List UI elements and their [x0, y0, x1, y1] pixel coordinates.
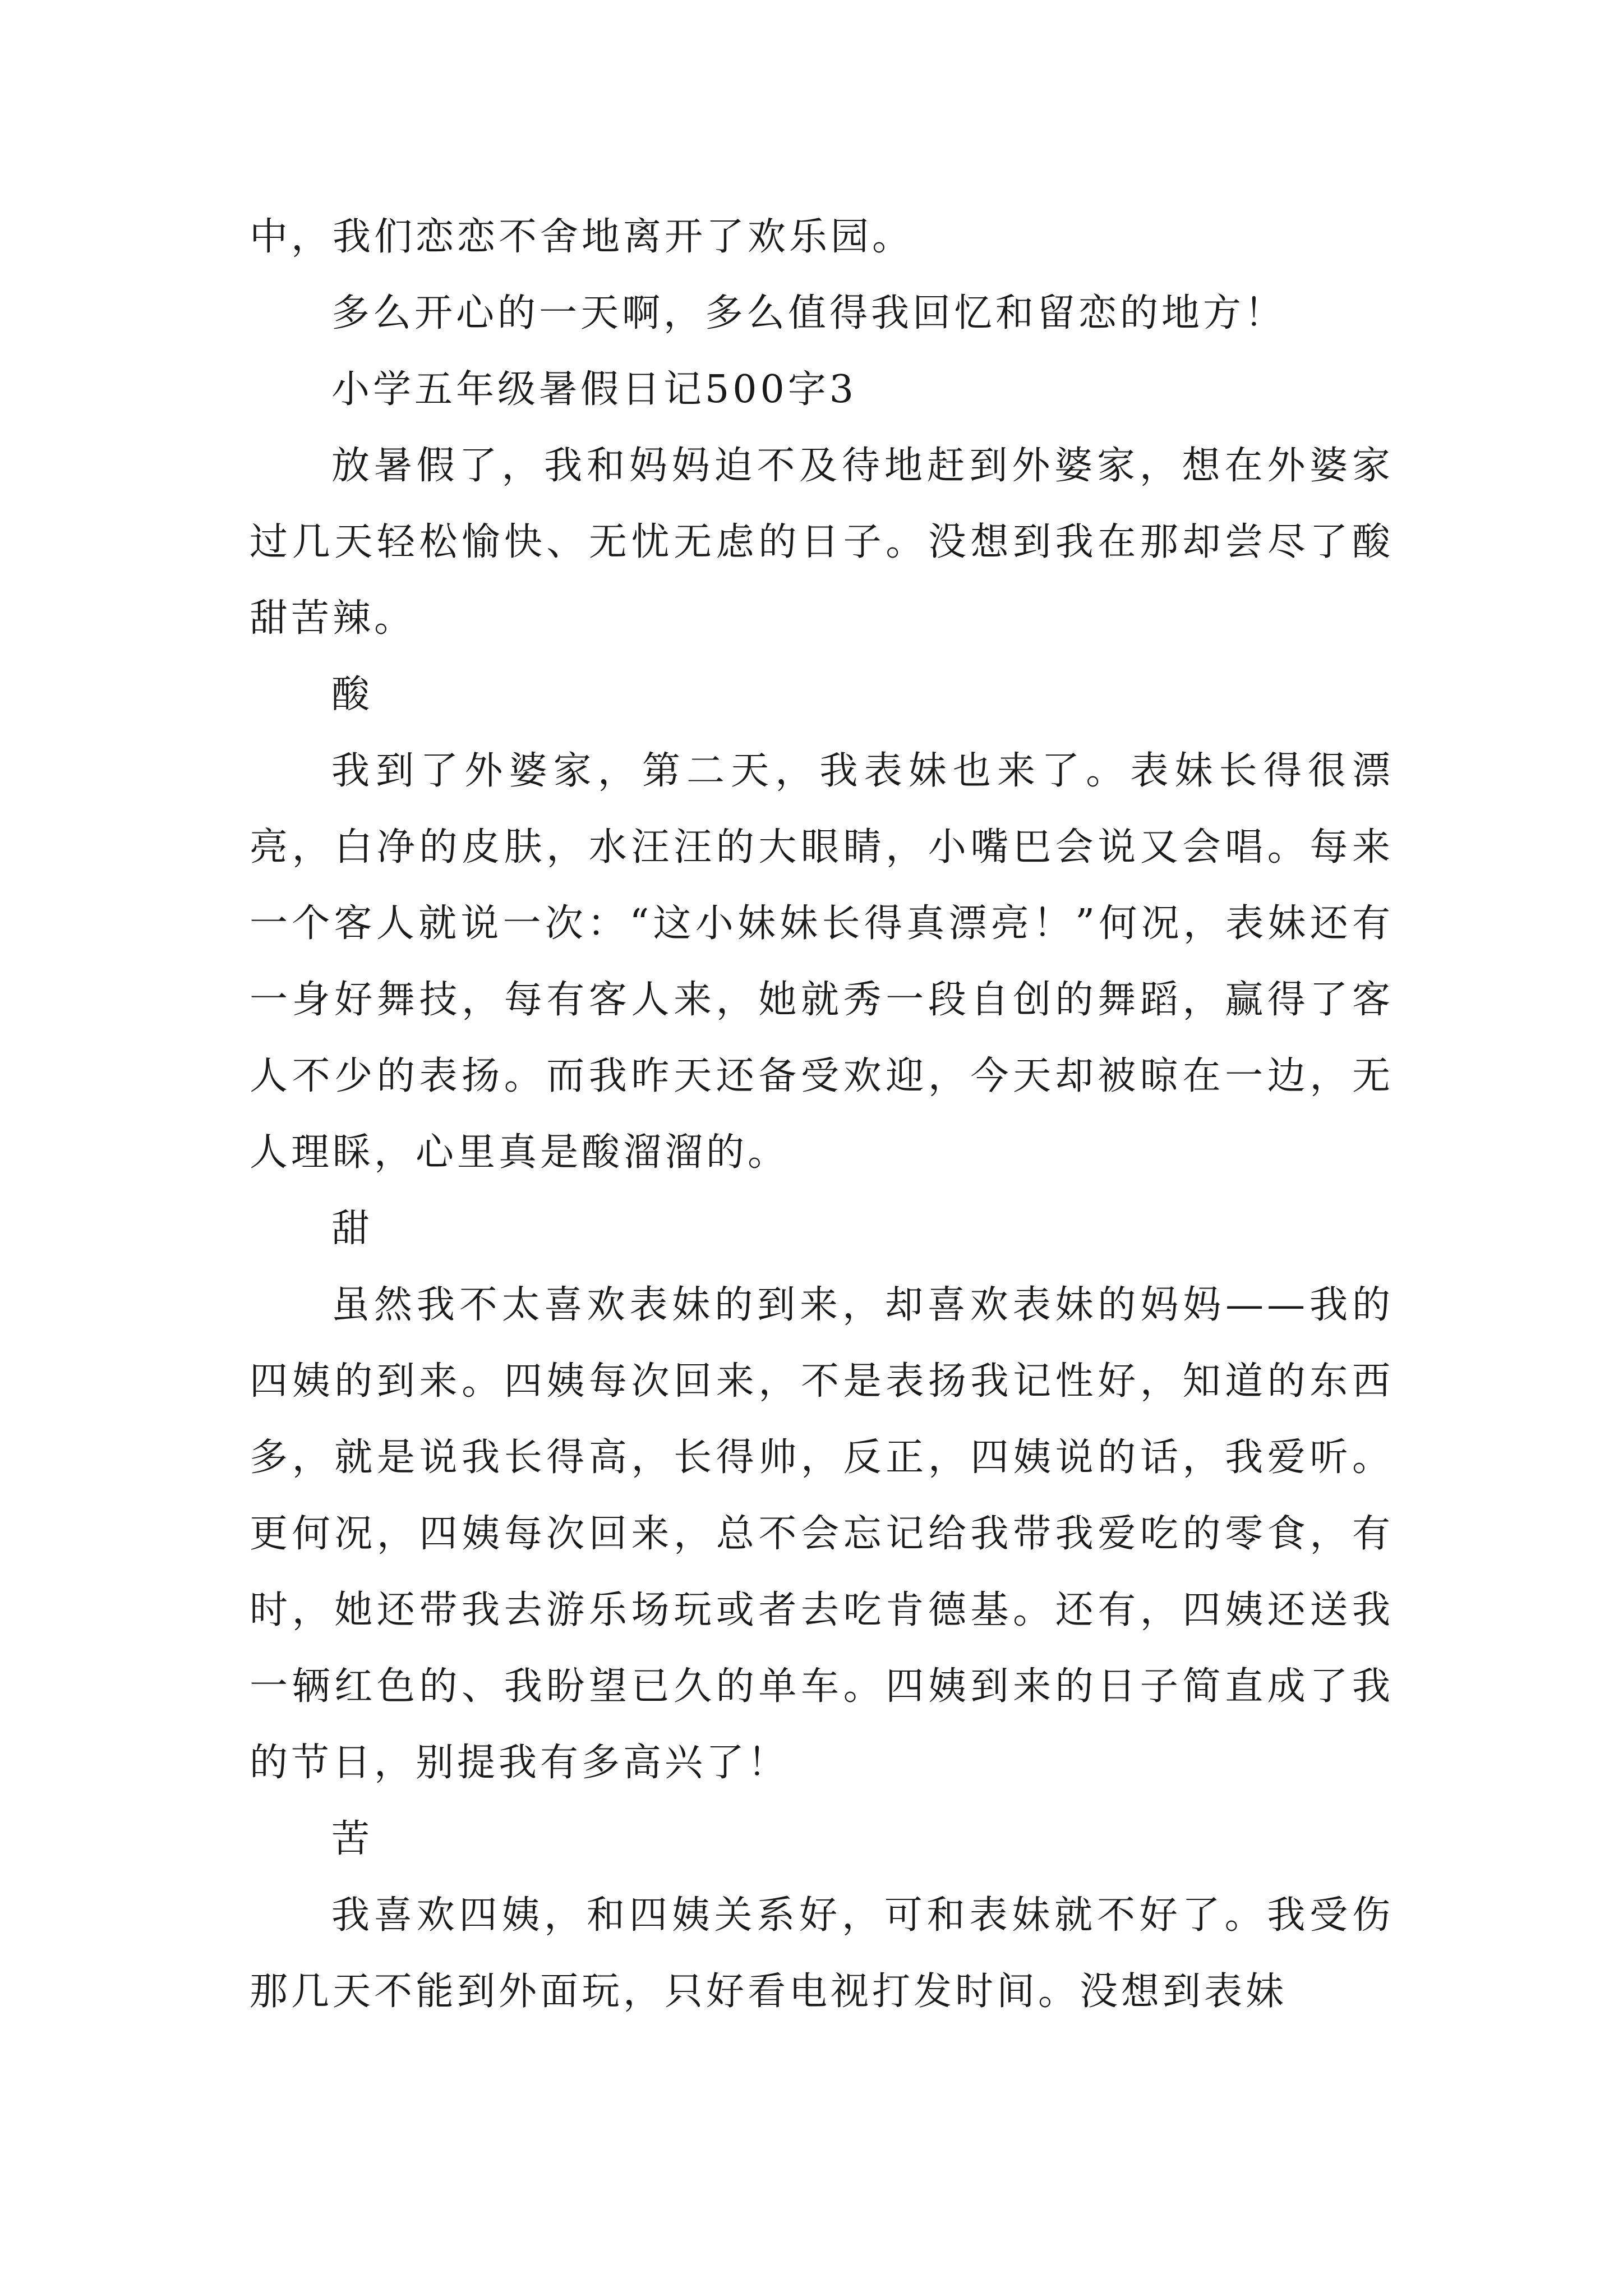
paragraph-continued: 中，我们恋恋不舍地离开了欢乐园。 [250, 215, 914, 259]
diary-title: 小学五年级暑假日记500字3 [331, 367, 857, 412]
paragraph-intro: 放暑假了，我和妈妈迫不及待地赶到外婆家，想在外婆家过几天轻松愉快、无忧无虑的日子。没想到我在那却尝尽了酸甜苦辣。 [250, 444, 1394, 641]
section-heading-sweet: 甜 [331, 1207, 374, 1251]
paragraph-bitter: 我喜欢四姨，和四姨关系好，可和表妹就不好了。我受伤那几天不能到外面玩，只好看电视打发时间。没想到表妹 [250, 1893, 1394, 2014]
paragraph-sweet: 虽然我不太喜欢表妹的到来，却喜欢表妹的妈妈——我的四姨的到来。四姨每次回来，不是表扬我记性好，知道的东西多，就是说我长得高，长得帅，反正，四姨说的话，我爱听。更何况，四姨每次回来，总不会忘记给我带我爱吃的零食，有时，她还带我去游乐场玩或者去吃肯德基。还有，四姨还送我一辆红色的、我盼望已久的单车。四姨到来的日子简直成了我的节日，别提我有多高兴了！ [250, 1283, 1394, 1785]
section-heading-bitter: 苦 [331, 1817, 374, 1861]
paragraph-happy-day: 多么开心的一天啊，多么值得我回忆和留恋的地方！ [331, 291, 1287, 335]
paragraph-sour: 我到了外婆家，第二天，我表妹也来了。表妹长得很漂亮，白净的皮肤，水汪汪的大眼睛，小嘴巴会说又会唱。每来一个客人就说一次：“这小妹妹长得真漂亮！”何况，表妹还有一身好舞技，每有客人来，她就秀一段自创的舞蹈，赢得了客人不少的表扬。而我昨天还备受欢迎，今天却被晾在一边，无人理睬，心里真是酸溜溜的。 [250, 749, 1394, 1175]
section-heading-sour: 酸 [331, 673, 374, 717]
document-body [250, 199, 1394, 2030]
